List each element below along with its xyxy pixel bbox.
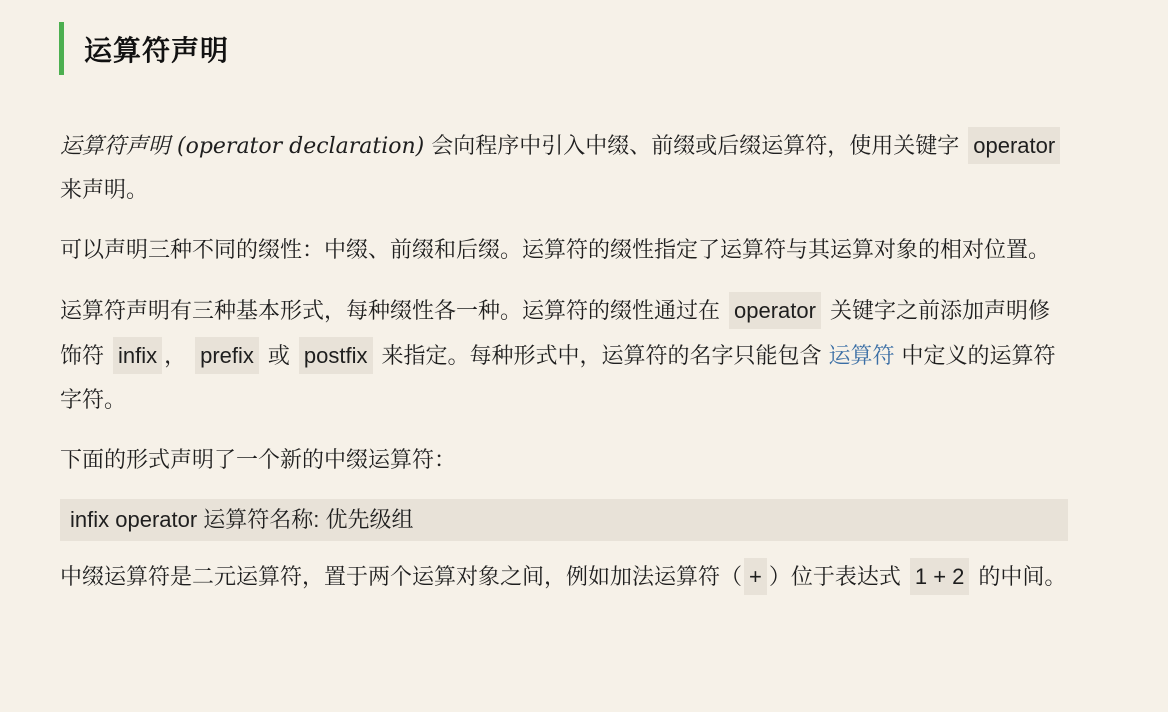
inline-code: 1 + 2 [910,558,970,595]
inline-code: prefix [195,337,259,374]
paragraph-text: 关键字之前添加声明修饰符 [60,299,1050,369]
paragraph-text: ， [164,344,194,369]
inline-code: infix [113,337,162,374]
paragraph-intro [60,124,1068,213]
inline-code: + [744,558,767,595]
paragraph-text: 运算符声明有三种基本形式，每种缀性各一种。运算符的缀性通过在 [60,299,727,324]
inline-code: operator [729,292,821,329]
paragraph-text: 中定义的运算符字符。 [60,344,1056,413]
paragraph-text: 下面的形式声明了一个新的中缀运算符： [60,448,457,473]
article-body [60,124,1068,616]
code-block-text: infix operator 运算符名称: 优先级组 [70,507,414,532]
inline-code: operator [968,127,1060,164]
paragraph-text: 中缀运算符是二元运算符，置于两个运算对象之间，例如加法运算符（ [60,565,743,590]
code-block [60,499,1068,541]
inline-code: postfix [299,337,373,374]
paragraph-text: 来声明。 [60,178,149,203]
paragraph-infix-form [60,439,1068,483]
paragraph-text: ）位于表达式 [768,565,908,590]
paragraph-forms [60,289,1068,423]
term-operator-declaration: 运算符声明 (operator declaration) [60,134,425,159]
section-heading [59,22,229,75]
paragraph-text: 或 [260,344,297,369]
operators-link[interactable]: 运算符 [828,344,895,369]
paragraph-infix-desc [60,555,1068,600]
section-heading-text: 运算符声明 [84,33,230,67]
paragraph-text: 会向程序中引入中缀、前缀或后缀运算符，使用关键字 [424,134,967,159]
paragraph-text: 可以声明三种不同的缀性：中缀、前缀和后缀。运算符的缀性指定了运算符与其运算对象的相对位置。 [60,238,1051,263]
paragraph-text: 的中间。 [971,565,1067,590]
paragraph-text: 来指定。每种形式中，运算符的名字只能包含 [374,344,829,369]
paragraph-fixity [60,229,1068,273]
